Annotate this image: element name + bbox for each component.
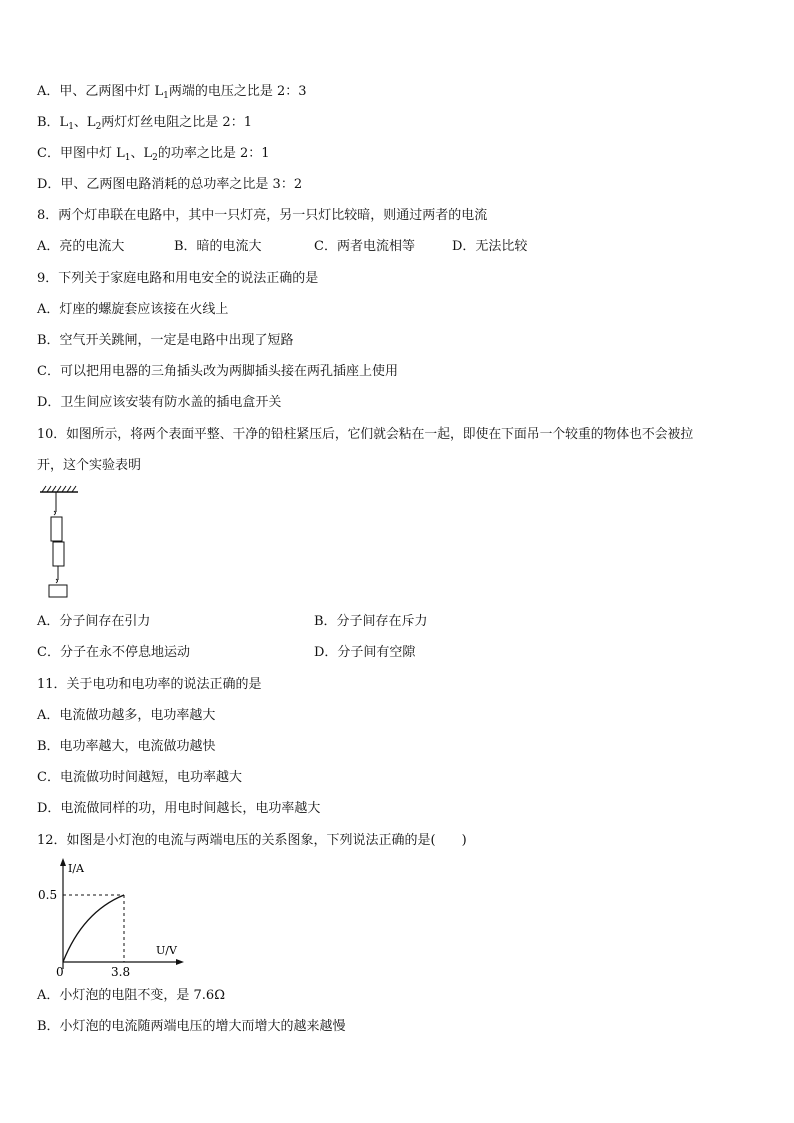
q11-option-d: D．电流做同样的功，用电时间越长，电功率越大 — [37, 801, 321, 816]
q7-option-a: A．甲、乙两图中灯 $L_1$两端的电压之比是 2：3 — [37, 84, 307, 101]
q10-option-d: D．分子间有空隙 — [314, 645, 416, 660]
q7-option-b: B．$L_1$、$L_2$两灯灯丝电阻之比是 2：1 — [37, 115, 252, 132]
q12-option-b: B．小灯泡的电流随两端电压的增大而增大的越来越慢 — [37, 1019, 346, 1034]
q12-stem: 12．如图是小灯泡的电流与两端电压的关系图象，下列说法正确的是( ) — [37, 833, 467, 848]
q10-stem-line2: 开，这个实验表明 — [37, 458, 142, 473]
x-tick-label: 3.8 — [111, 965, 131, 979]
q8-option-b: B．暗的电流大 — [174, 239, 262, 254]
y-axis-label: I/A — [68, 862, 84, 875]
q12-option-a: A．小灯泡的电阻不变，是 7.6Ω — [37, 988, 225, 1003]
q9-option-d: D．卫生间应该安装有防水盖的插电盒开关 — [37, 395, 282, 410]
q8-stem: 8．两个灯串联在电路中，其中一只灯亮，另一只灯比较暗，则通过两者的电流 — [37, 208, 488, 223]
q10-option-a: A．分子间存在引力 — [37, 614, 151, 629]
q8-option-a: A．亮的电流大 — [37, 239, 125, 254]
q8-option-c: C．两者电流相等 — [314, 239, 415, 254]
q9-stem: 9．下列关于家庭电路和用电安全的说法正确的是 — [37, 271, 319, 286]
q9-option-a: A．灯座的螺旋套应该接在火线上 — [37, 302, 229, 317]
origin-label: 0 — [56, 965, 64, 979]
iu-curve — [63, 895, 124, 962]
y-tick-label: 0.5 — [38, 888, 58, 902]
q11-option-a: A．电流做功越多，电功率越大 — [37, 708, 216, 723]
q7-option-d: D．甲、乙两图电路消耗的总功率之比是 3：2 — [37, 177, 303, 192]
q11-option-b: B．电功率越大，电流做功越快 — [37, 739, 216, 754]
q11-option-c: C．电流做功时间越短，电功率越大 — [37, 770, 242, 785]
x-axis-label: U/V — [156, 944, 177, 957]
q10-option-c: C．分子在永不停息地运动 — [37, 645, 190, 660]
q10-option-b: B．分子间存在斥力 — [314, 614, 428, 629]
iu-graph — [34, 856, 184, 982]
q11-stem: 11．关于电功和电功率的说法正确的是 — [37, 677, 262, 692]
q9-option-b: B．空气开关跳闸，一定是电路中出现了短路 — [37, 333, 294, 348]
q10-stem-line1: 10．如图所示，将两个表面平整、干净的铅柱紧压后，它们就会粘在一起，即使在下面吊一个较重的物体也不会被拉 — [37, 427, 694, 442]
q9-option-c: C．可以把用电器的三角插头改为两脚插头接在两孔插座上使用 — [37, 364, 398, 379]
q7-option-c: C．甲图中灯 $L_1$、$L_2$的功率之比是 2：1 — [37, 146, 270, 163]
q8-option-d: D．无法比较 — [452, 239, 528, 254]
lead-cylinders-figure — [38, 484, 80, 600]
